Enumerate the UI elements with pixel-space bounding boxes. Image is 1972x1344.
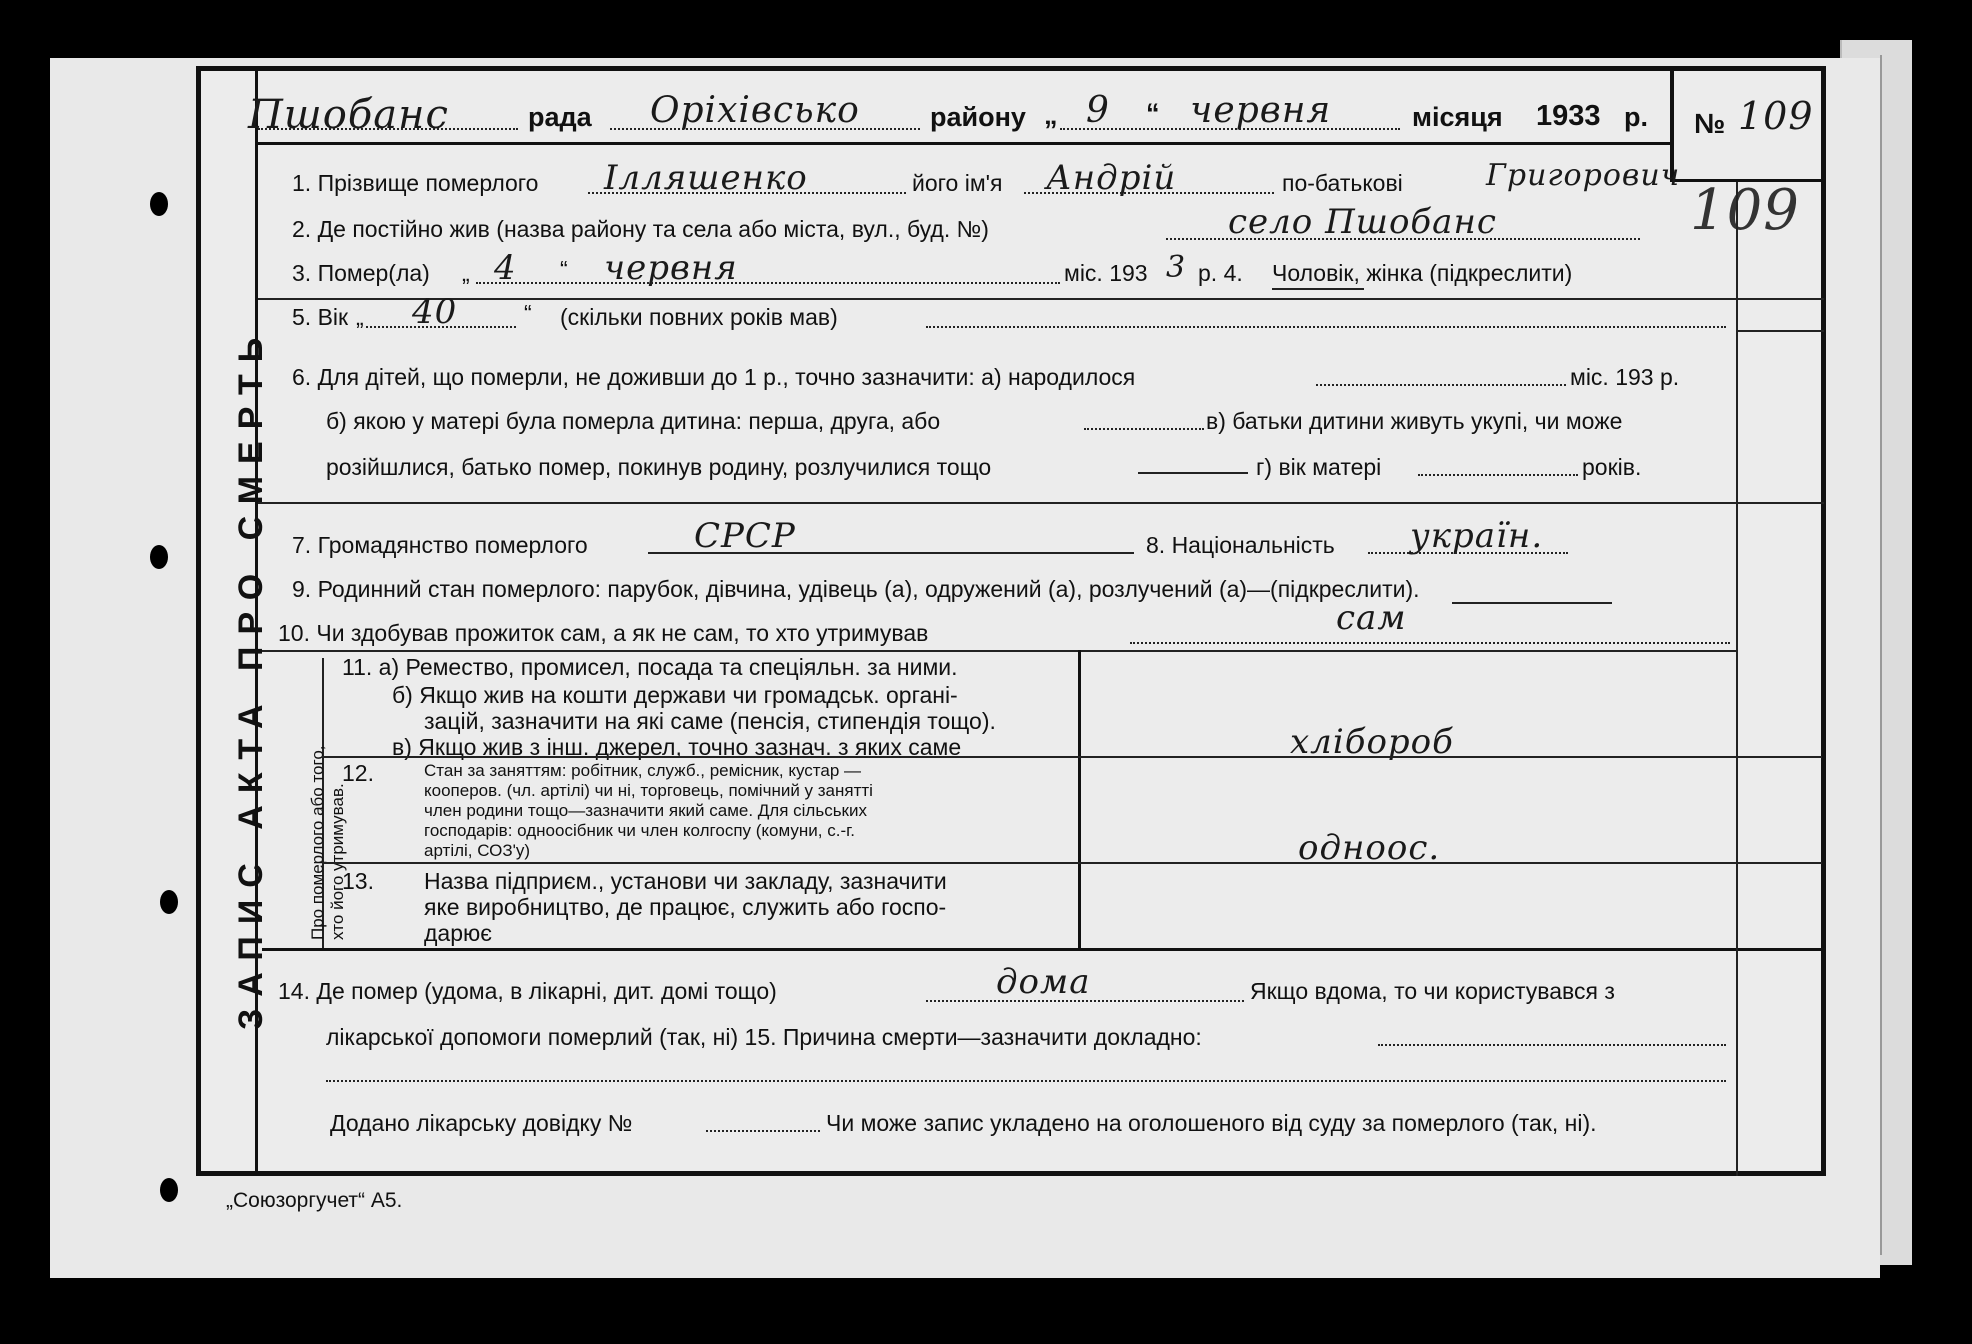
month-handwritten: червня (1190, 90, 1332, 131)
year-value: 1933 (1536, 100, 1601, 132)
r11-b1: б) Якщо жив на кошти держави чи громадськ. органі- (392, 682, 958, 708)
underline-married (1452, 602, 1612, 604)
row-divider (322, 862, 1822, 864)
r8-label: 8. Національність (1146, 532, 1335, 558)
r3-quote-open: „ (462, 260, 470, 286)
r6-c-mid: г) вік матері (1256, 454, 1382, 480)
r6-b-tail: в) батьки дитини живуть укупі, чи може (1206, 408, 1623, 434)
day-handwritten: 9 (1086, 90, 1110, 131)
blank-line (1138, 472, 1248, 474)
blank-line (648, 552, 1134, 554)
r3-quote-close: “ (560, 256, 568, 282)
r13-line-1: Назва підприєм., установи чи закладу, зазначити (424, 868, 947, 894)
r11-hw: хлібороб (1290, 722, 1454, 762)
row-divider (322, 756, 1822, 758)
r12-line-3: член родини тощо—зазначити який саме. Для сільських (424, 801, 867, 820)
dotted-line (1316, 384, 1566, 386)
r6-b: б) якою у матері була померла дитина: перша, друга, або (326, 408, 941, 434)
quote-close: “ (1146, 98, 1160, 128)
row-divider (1736, 330, 1824, 332)
form-title: ЗАПИС АКТА ПРО СМЕРТЬ (232, 325, 270, 1030)
dotted-line (926, 1000, 1244, 1002)
r3-r4-label: р. 4. (1198, 260, 1243, 286)
r13-line-3: дарює (424, 920, 492, 946)
dotted-line (258, 128, 518, 130)
r7-hw: СРСР (694, 516, 796, 556)
column-divider (1078, 650, 1081, 948)
margin-number-handwritten: 109 (1690, 178, 1800, 243)
r12-line-5: артілі, СОЗ'у) (424, 841, 531, 860)
punch-hole (160, 1178, 178, 1202)
number-label: № (1694, 108, 1726, 139)
r16-label: Додано лікарську довідку № (330, 1110, 633, 1136)
r11-b2: зацій, зазначити на які саме (пенсія, стипендія тощо). (424, 708, 996, 734)
r3-month-hw: червня (604, 248, 738, 288)
r3-day-hw: 4 (494, 248, 517, 288)
dotted-line (1130, 642, 1730, 644)
r16-tail: Чи може запис укладено на оголошеного від суду за померлого (так, ні). (826, 1110, 1597, 1136)
rada-label: рада (528, 102, 592, 132)
punch-hole (150, 545, 168, 569)
number-handwritten: 109 (1738, 94, 1814, 138)
r3-mis-label: міс. 193 (1064, 260, 1148, 286)
footer-printer: „Союзоргучет“ А5. (226, 1189, 403, 1212)
r4-text: Чоловік, жінка (підкреслити) (1272, 260, 1573, 286)
r5-quote-close: “ (524, 300, 532, 326)
r13-num: 13. (342, 868, 374, 894)
r10-hw: сам (1336, 598, 1407, 638)
r8-hw: україн. (1410, 516, 1544, 556)
dotted-line (926, 326, 1726, 328)
row-divider (258, 502, 1824, 504)
r14-tail: Якщо вдома, то чи користувався з (1250, 978, 1615, 1004)
row-divider (258, 298, 1824, 300)
r1-patr-label: по-батькові (1282, 170, 1403, 196)
dotted-line (1378, 1044, 1726, 1046)
r1-name-hw: Андрій (1046, 158, 1177, 198)
r6-a: 6. Для дітей, що померли, не доживши до 1 р., точно зазначити: а) народилося (292, 364, 1136, 390)
r6-c-tail: років. (1582, 454, 1642, 480)
r12-line-2: кооперов. (чл. артілі) чи ні, торговець, помічний у занятті (424, 781, 873, 800)
punch-hole (160, 890, 178, 914)
r1-name-label: його ім'я (912, 170, 1003, 196)
year-r-label: р. (1624, 102, 1648, 132)
r14-hw: дома (996, 962, 1091, 1002)
month-label: місяця (1412, 102, 1503, 132)
r5-quote-open: „ (356, 304, 364, 330)
r12-line-4: господарів: одноосібник чи член колгоспу (комуни, с.-г. (424, 821, 855, 840)
r10-label: 10. Чи здобував прожиток сам, а як не сам, то хто утримував (278, 620, 929, 646)
subsection-line-2: хто його утримував. (328, 783, 347, 940)
raion-label: району (930, 102, 1026, 132)
r2-hw: село Пшобанс (1228, 202, 1497, 242)
dotted-line (1418, 474, 1578, 476)
r12-num: 12. (342, 760, 374, 786)
r3-label: 3. Помер(ла) (292, 260, 430, 286)
r6-a-tail: міс. 193 р. (1570, 364, 1680, 390)
dotted-line (588, 192, 906, 194)
punch-hole (150, 192, 168, 216)
r5-label: 5. Вік (292, 304, 349, 330)
right-inner-border-top (1736, 182, 1738, 298)
dotted-line (1084, 428, 1204, 430)
r1-label: 1. Прізвище померлого (292, 170, 539, 196)
dotted-line (476, 282, 1060, 284)
right-inner-border (1736, 298, 1738, 1176)
row-divider (262, 650, 1736, 652)
quote-open: „ (1044, 100, 1058, 130)
subsection-line-1: Про померлого або того, (308, 745, 327, 940)
district-handwritten: Оріхівсько (650, 90, 860, 131)
r14-label: 14. Де помер (удома, в лікарні, дит. домі тощо) (278, 978, 777, 1004)
r11-a: 11. а) Ремество, промисел, посада та спеціяльн. за ними. (342, 654, 958, 680)
dotted-line (1024, 192, 1274, 194)
r9-label: 9. Родинний стан померлого: парубок, дівчина, удівець (а), одружений (а), розлучений (а)—(підкреслити). (292, 576, 1420, 602)
underline-male (1272, 288, 1364, 290)
row-divider (262, 948, 1824, 951)
r2-label: 2. Де постійно жив (назва району та села або міста, вул., буд. №) (292, 216, 989, 242)
r5-tail: (скільки повних років мав) (560, 304, 838, 330)
dotted-line (1060, 128, 1400, 130)
dotted-line (1368, 552, 1568, 554)
r11-c: в) Якщо жив з інш. джерел, точно зазнач. з яких саме (392, 734, 962, 760)
r1-surname-hw: Ілляшенко (604, 158, 808, 198)
r12-hw: одноос. (1298, 828, 1441, 868)
r6-c: розійшлися, батько помер, покинув родину, розлучилися тощо (326, 454, 992, 480)
dotted-line (706, 1130, 820, 1132)
r13-line-2: яке виробництво, де працює, служить або госпо- (424, 894, 947, 920)
dotted-line (366, 326, 516, 328)
dotted-line (326, 1080, 1726, 1082)
r12-line-1: Стан за заняттям: робітник, служб., ремісник, кустар — (424, 761, 862, 780)
r7-label: 7. Громадянство померлого (292, 532, 588, 558)
dotted-line (1166, 238, 1640, 240)
back-sheet-edge (1880, 55, 1892, 1255)
council-handwritten: Пшобанс (248, 92, 449, 138)
r5-age-hw: 40 (412, 292, 458, 332)
r15-text: лікарської допомоги померлий (так, ні) 15. Причина смерти—зазначити докладно: (326, 1024, 1202, 1050)
r3-year-hw: 3 (1166, 250, 1187, 285)
r1-patr-hw: Григорович (1486, 158, 1681, 193)
dotted-line (610, 128, 920, 130)
